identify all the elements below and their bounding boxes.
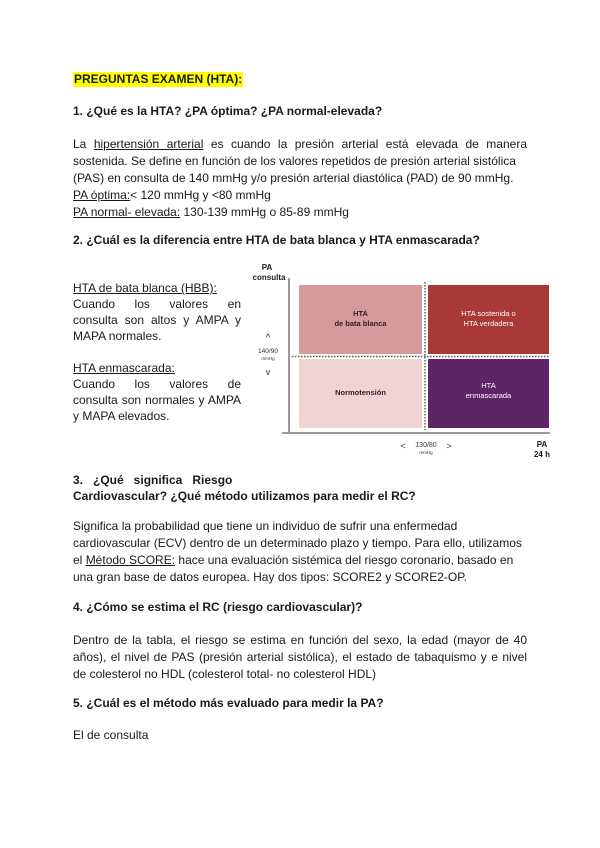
pa-optima-label: PA óptima: bbox=[73, 188, 131, 202]
hbb-line: consulta son altos y AMPA y bbox=[73, 313, 241, 327]
answer-line: de colesterol no HDL (colesterol total- no colesterol HDL) bbox=[73, 667, 377, 681]
x-axis-label: 24 h bbox=[533, 450, 551, 459]
question-5-answer bbox=[73, 727, 527, 744]
answer-line: Significa la probabilidad que tiene un individuo de sufrir una enfermedad bbox=[73, 519, 458, 533]
arrow-left-icon: < bbox=[400, 441, 406, 451]
answer-line: una gran base de datos europea. Hay dos tipos: SCORE2 y SCORE2-OP. bbox=[73, 570, 467, 584]
x-threshold-value: 130/80 bbox=[415, 442, 437, 449]
term-metodo-score: Método SCORE: bbox=[85, 553, 176, 567]
term-hipertension: hipertensión arterial bbox=[93, 137, 204, 151]
arrow-up-icon: ^ bbox=[265, 333, 271, 344]
pa-optima-value: < 120 mmHg y <80 mmHg bbox=[130, 188, 271, 202]
answer-line bbox=[73, 136, 527, 153]
answer-line: (PAS) en consulta de 140 mmHg y/o presión arterial diastólica (PAD) de 90 mmHg. bbox=[73, 171, 514, 185]
heading-line: Cardiovascular? ¿Qué método utilizamos para medir el RC? bbox=[73, 489, 416, 503]
y-axis-label: PA bbox=[261, 263, 273, 272]
quadrant-label: HTA sostenida o bbox=[461, 309, 516, 318]
answer-line: años), el nivel de PAS (presión arterial sistólica), el estado de tabaquismo y e nivel bbox=[73, 650, 527, 664]
enmascarada-title: HTA enmascarada: bbox=[73, 361, 175, 375]
pa-normal-label: PA normal- elevada: bbox=[73, 205, 181, 219]
hbb-title: HTA de bata blanca (HBB): bbox=[73, 281, 217, 295]
quadrant-label: HTA verdadera bbox=[463, 319, 514, 328]
pa-normal-value: 130-139 mmHg o 85-89 mmHg bbox=[180, 205, 349, 219]
answer-line: El de consulta bbox=[73, 728, 149, 742]
enmascarada-line: y MAPA elevados. bbox=[73, 409, 170, 423]
answer-line: cardiovascular (ECV) dentro de un determinado plazo y tiempo. Para ello, utilizamos bbox=[73, 536, 522, 550]
quadrant-label: enmascarada bbox=[465, 391, 512, 400]
enmascarada-line: Cuando los valores de bbox=[73, 377, 241, 391]
question-4-heading: 4. ¿Cómo se estima el RC (riesgo cardiovascular)? bbox=[73, 600, 363, 614]
y-threshold-unit: mmHg bbox=[261, 356, 275, 361]
quadrant-label: de bata blanca bbox=[334, 319, 387, 328]
text-fragment: La bbox=[73, 137, 94, 151]
enmascarada-definition bbox=[73, 360, 241, 424]
pa-normal-line bbox=[73, 204, 527, 221]
text-fragment: el bbox=[73, 553, 86, 567]
arrow-right-icon: > bbox=[446, 441, 452, 451]
quadrant-label: HTA bbox=[481, 381, 496, 390]
hbb-line: Cuando los valores en bbox=[73, 297, 241, 311]
pa-optima-line bbox=[73, 187, 527, 204]
text-fragment: hace una evaluación sistémica del riesgo coronario, basado en bbox=[175, 553, 514, 567]
hbb-line: MAPA normales. bbox=[73, 329, 162, 343]
question-3-heading bbox=[73, 473, 416, 504]
answer-line bbox=[73, 552, 527, 569]
question-2-heading: 2. ¿Cuál es la diferencia entre HTA de bata blanca y HTA enmascarada? bbox=[73, 233, 480, 247]
quadrant-label: HTA bbox=[353, 309, 368, 318]
heading-line: 3. ¿Qué significa Riesgo bbox=[73, 473, 233, 487]
y-threshold-value: 140/90 bbox=[258, 348, 278, 355]
text-fragment: es cuando la presión arterial está elevada de manera bbox=[203, 137, 527, 151]
question-3-answer bbox=[73, 518, 527, 586]
question-5-heading: 5. ¿Cuál es el método más evaluado para medir la PA? bbox=[73, 696, 384, 710]
hbb-definition bbox=[73, 280, 241, 344]
hta-classification-diagram bbox=[252, 262, 562, 462]
quadrant-label: Normotensión bbox=[335, 388, 386, 397]
answer-line: sostenida. Se define en función de los valores repetidos de presión arterial sistólica bbox=[73, 154, 516, 168]
x-threshold-unit: mmHg bbox=[419, 450, 433, 455]
x-axis-label: PA bbox=[536, 440, 548, 449]
question-1-answer bbox=[73, 136, 527, 221]
answer-line: Dentro de la tabla, el riesgo se estima en función del sexo, la edad (mayor de 40 bbox=[73, 633, 527, 647]
question-4-answer bbox=[73, 632, 527, 683]
y-axis-label: consulta bbox=[252, 273, 286, 282]
document-title: PREGUNTAS EXAMEN (HTA): bbox=[74, 72, 243, 86]
enmascarada-line: consulta son normales y AMPA bbox=[73, 393, 241, 407]
arrow-down-icon: v bbox=[265, 367, 271, 377]
question-1-heading: 1. ¿Qué es la HTA? ¿PA óptima? ¿PA normal-elevada? bbox=[73, 104, 383, 118]
